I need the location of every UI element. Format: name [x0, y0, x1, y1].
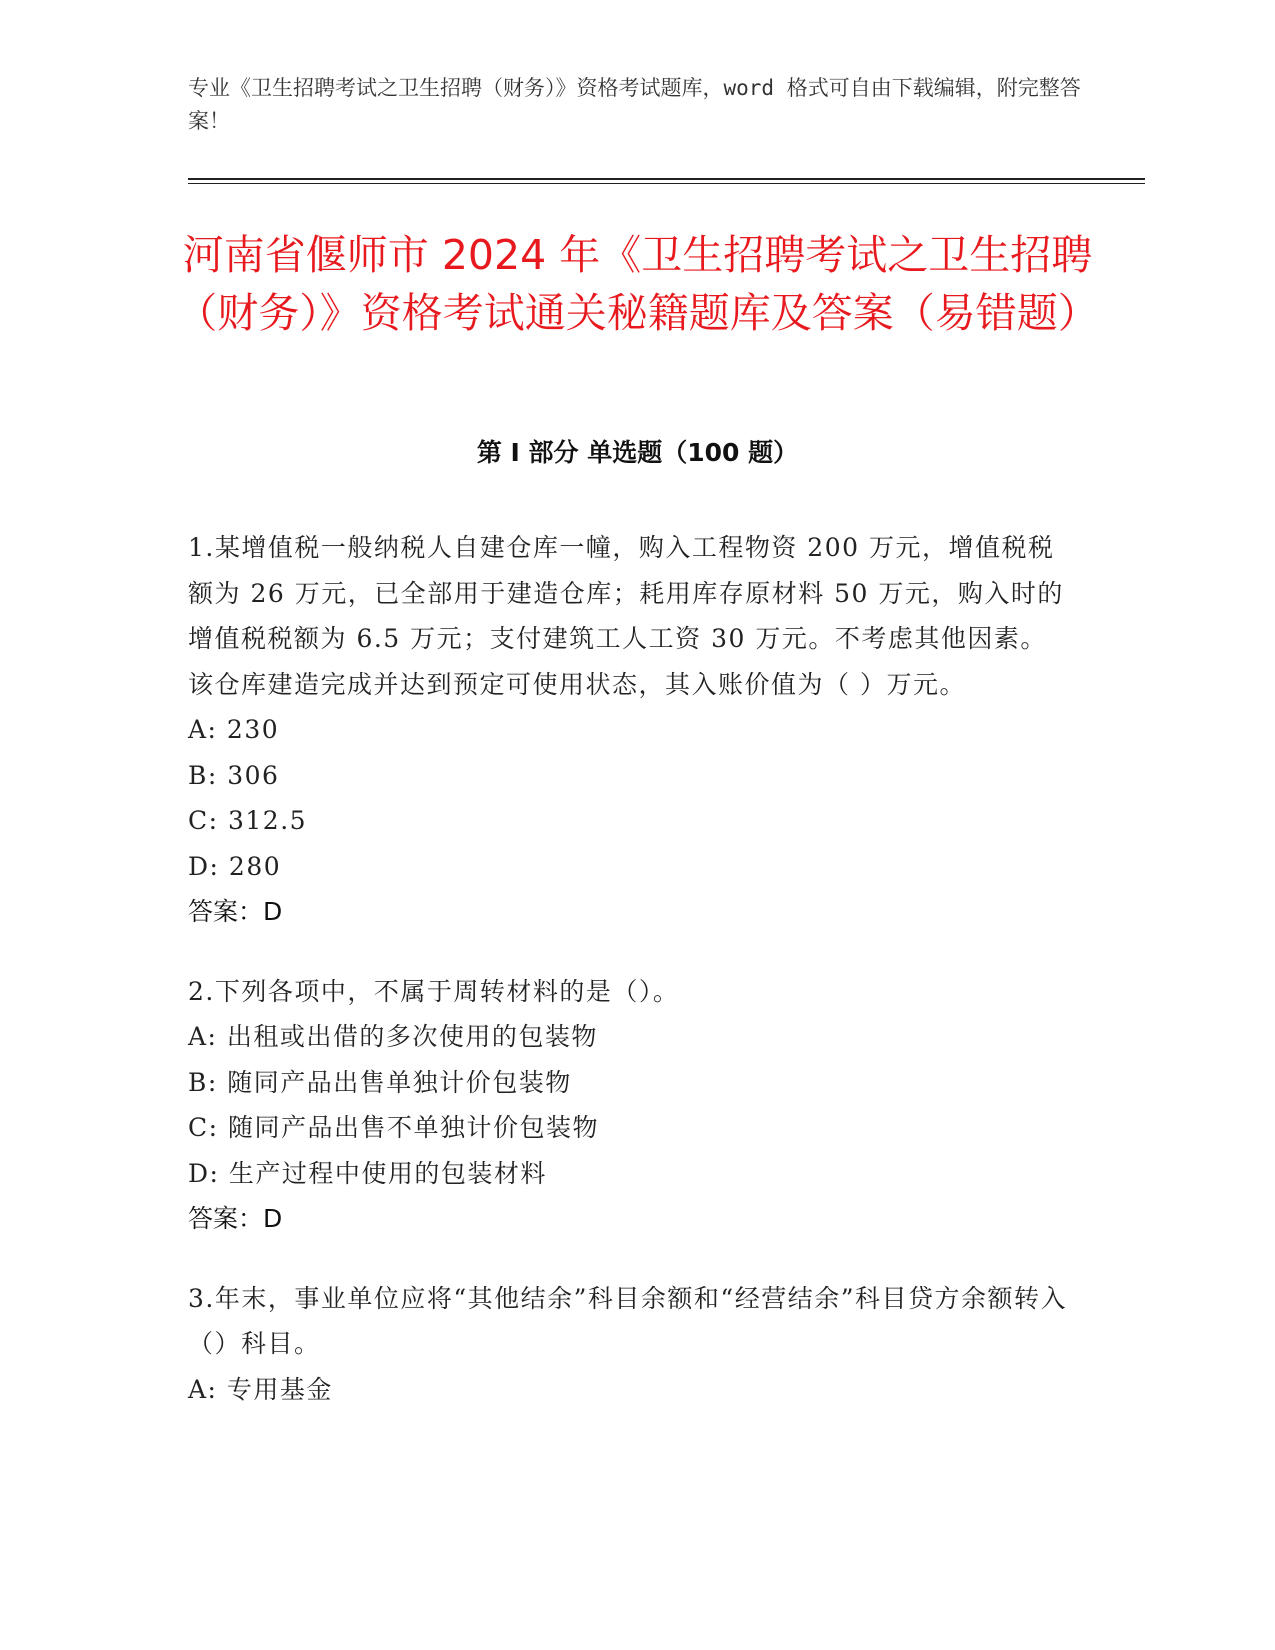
option-d: D: 生产过程中使用的包装材料 — [188, 1158, 547, 1188]
option-a: A: 专用基金 — [188, 1374, 333, 1404]
question-1 — [188, 525, 1068, 935]
answer: 答案：D — [188, 1204, 283, 1233]
header-divider-thin — [188, 183, 1145, 184]
option-d: D: 280 — [188, 851, 282, 881]
question-stem: 2.下列各项中，不属于周转材料的是（）。 — [188, 976, 680, 1006]
option-b: B: 306 — [188, 760, 280, 790]
document-title: 河南省偃师市 2024 年《卫生招聘考试之卫生招聘（财务）》资格考试通关秘籍题库及答案（易错题） — [176, 231, 1099, 337]
question-list — [188, 525, 1068, 1446]
section-title: 第 I 部分 单选题（100 题） — [476, 438, 799, 467]
header-divider — [188, 178, 1145, 180]
question-stem: 1.某增值税一般纳税人自建仓库一幢，购入工程物资 200 万元，增值税税额为 26 万元，已全部用于建造仓库；耗用库存原材料 50 万元，购入时的增值税税额为 6.5 万元；支付建筑工人工资 30 万元。不考虑其他因素。该仓库建造完成并达到预定可使用状态，其入账价值为（ ）万元。 — [188, 533, 1064, 699]
question-2 — [188, 969, 1068, 1242]
answer: 答案：D — [188, 897, 283, 926]
question-stem: 3.年末，事业单位应将“其他结余”科目余额和“经营结余”科目贷方余额转入（）科目。 — [188, 1283, 1067, 1358]
option-a: A: 230 — [188, 715, 280, 744]
option-b: B: 随同产品出售单独计价包装物 — [188, 1067, 572, 1097]
header-note: 专业《卫生招聘考试之卫生招聘（财务）》资格考试题库，word 格式可自由下载编辑，附完整答案！ — [188, 76, 1081, 133]
option-c: C: 312.5 — [188, 806, 308, 835]
question-3 — [188, 1276, 1068, 1413]
option-c: C: 随同产品出售不单独计价包装物 — [188, 1113, 599, 1142]
option-a: A: 出租或出借的多次使用的包装物 — [188, 1022, 598, 1051]
